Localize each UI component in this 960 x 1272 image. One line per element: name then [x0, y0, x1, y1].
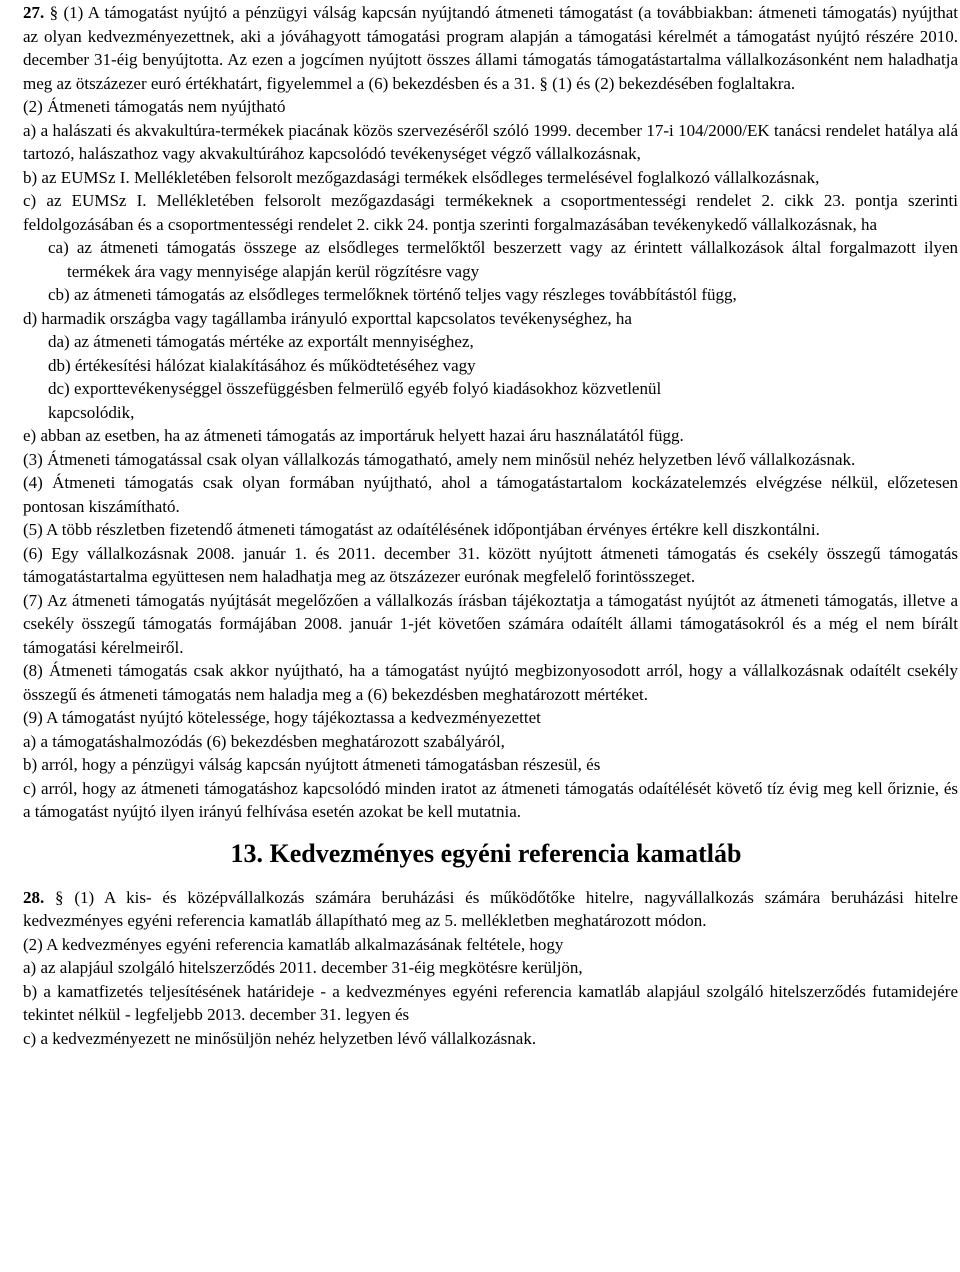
section-27-paragraph-9: (9) A támogatást nyújtó kötelessége, hogy tájékoztassa a kedvezményezettet: [23, 708, 541, 727]
point-c: c) a kedvezményezett ne minősüljön nehéz helyzetben lévő vállalkozásnak.: [23, 1028, 537, 1048]
point-db: db) értékesítési hálózat kialakításához és működtetéséhez vagy: [48, 355, 476, 375]
section-28-paragraph-2: (2) A kedvezményes egyéni referencia kamatláb alkalmazásának feltétele, hogy: [23, 934, 564, 954]
section-27-paragraph-8: (8) Átmeneti támogatás csak akkor nyújtható, ha a támogatást nyújtó megbizonyosodott arról, hogy a vállalkozásnak odaítélt csekély összegű és átmeneti támogatás nem haladja meg a (6) bekezdésben meghatározott mértéket.: [23, 661, 958, 704]
point-9b: b) arról, hogy a pénzügyi válság kapcsán nyújtott átmeneti támogatásban részesül, és: [23, 755, 601, 774]
point-a: a) a halászati és akvakultúra-termékek piacának közös szervezéséről szóló 1999. december 17-i 104/2000/EK tanácsi rendelet hatálya alá tartozó, halászathoz vagy akvakultúrához kapcsolódó tevékenységet végző vállalkozásnak,: [23, 120, 958, 163]
section-number: 27.: [23, 3, 45, 22]
point-ca: ca) az átmeneti támogatás összege az elsődleges termelőktől beszerzett vagy az érintett vállalkozások által forgalmazott ilyen termékek ára vagy mennyisége alapján kerül rögzítésre vagy: [48, 238, 958, 281]
section-27-paragraph-3: (3) Átmeneti támogatással csak olyan vállalkozás támogatható, amely nem minősül nehéz helyzetben lévő vállalkozásnak.: [23, 449, 856, 469]
paragraph-text: § (1) A kis- és középvállalkozás számára beruházási és működőtőke hitelre, nagyvállalkozás számára beruházási hitelre kedvezményes egyéni referencia kamatláb állapítható meg az 5. mellékletben meghatározott módon.: [23, 887, 958, 930]
section-27-paragraph-2: (2) Átmeneti támogatás nem nyújtható: [23, 97, 286, 116]
point-d: d) harmadik országba vagy tagállamba irányuló exporttal kapcsolatos tevékenységhez, ha: [23, 308, 632, 328]
section-27-paragraph-7: (7) Az átmeneti támogatás nyújtását megelőzően a vállalkozás írásban tájékoztatja a támogatást nyújtót az átmeneti támogatás, illetve a csekély összegű támogatás formájában 2008. január 1-jét követően számára odaítélt állami támogatásokról és a még el nem bírált támogatási kérelmeiről.: [23, 590, 958, 657]
point-9a: a) a támogatáshalmozódás (6) bekezdésben meghatározott szabályáról,: [23, 731, 505, 751]
paragraph-text: § (1) A támogatást nyújtó a pénzügyi válság kapcsán nyújtandó átmeneti támogatást (a továbbiakban: átmeneti támogatás) nyújthat az olyan kedvezményezettnek, aki a jóváhagyott támogatási program alapján a támogatási kérelmét a támogatást nyújtó részére 2010. december 31-éig benyújtotta. Az ezen a jogcímen nyújtott összes állami támogatás támogatástartalma vállalkozásonként nem haladhatja meg az ötszázezer euró értékhatárt, figyelemmel a (6) bekezdésben és a 31. § (1) és (2) bekezdésében foglaltakra.: [23, 3, 959, 93]
point-cb: cb) az átmeneti támogatás az elsődleges termelőknek történő teljes vagy részleges továbbítástól függ,: [48, 285, 737, 304]
section-27-paragraph-4: (4) Átmeneti támogatás csak olyan formában nyújtható, ahol a támogatástartalom kockázatelemzés elvégzése nélkül, előzetesen pontosan kiszámítható.: [23, 473, 958, 516]
section-28-paragraph-1: [4, 886, 958, 933]
point-e: e) abban az esetben, ha az átmeneti támogatás az importáruk helyett hazai áru használatától függ.: [23, 426, 684, 445]
point-9c: c) arról, hogy az átmeneti támogatáshoz kapcsolódó minden iratot az átmeneti támogatás odaítélését követő tíz évig meg kell őriznie, és a támogatást nyújtó ilyen irányú felhívása esetén azokat be kell mutatnia.: [23, 778, 958, 821]
section-27-paragraph-1: [4, 1, 958, 95]
section-27-paragraph-5: (5) A több részletben fizetendő átmeneti támogatást az odaítélésének időpontjában érvényes értékre kell diszkontálni.: [23, 520, 820, 539]
point-dc: dc) exporttevékenységgel összefüggésben felmerülő egyéb folyó kiadásokhoz közvetlenül kapcsolódik,: [48, 379, 662, 422]
point-b: b) az EUMSz I. Mellékletében felsorolt mezőgazdasági termékek elsődleges termelésével foglalkozó vállalkozásnak,: [23, 167, 820, 187]
point-a: a) az alapjául szolgáló hitelszerződés 2011. december 31-éig megkötésre kerüljön,: [23, 958, 583, 977]
point-da: da) az átmeneti támogatás mértéke az exportált mennyiséghez,: [48, 332, 474, 351]
section-27-paragraph-6: (6) Egy vállalkozásnak 2008. január 1. és 2011. december 31. között nyújtott átmeneti támogatás és csekély összegű támogatás támogatástartalma együttesen nem haladhatja meg az ötszázezer eurónak megfelelő forintösszeget.: [23, 543, 958, 586]
point-c: c) az EUMSz I. Mellékletében felsorolt mezőgazdasági termékeknek a csoportmentességi rendelet 2. cikk 23. pontja szerinti feldolgozásában és a csoportmentességi rendelet 2. cikk 24. pontja szerinti forgalmazásában tevékenykedő vállalkozásnak, ha: [23, 191, 958, 234]
point-b: b) a kamatfizetés teljesítésének határideje - a kedvezményes egyéni referencia kamatláb alapjául szolgáló hitelszerződés futamidejére tekintet nélkül - legfeljebb 2013. december 31. legyen és: [23, 981, 958, 1024]
section-number: 28.: [23, 887, 45, 907]
chapter-heading: 13. Kedvezményes egyéni referencia kamatláb: [230, 838, 742, 868]
